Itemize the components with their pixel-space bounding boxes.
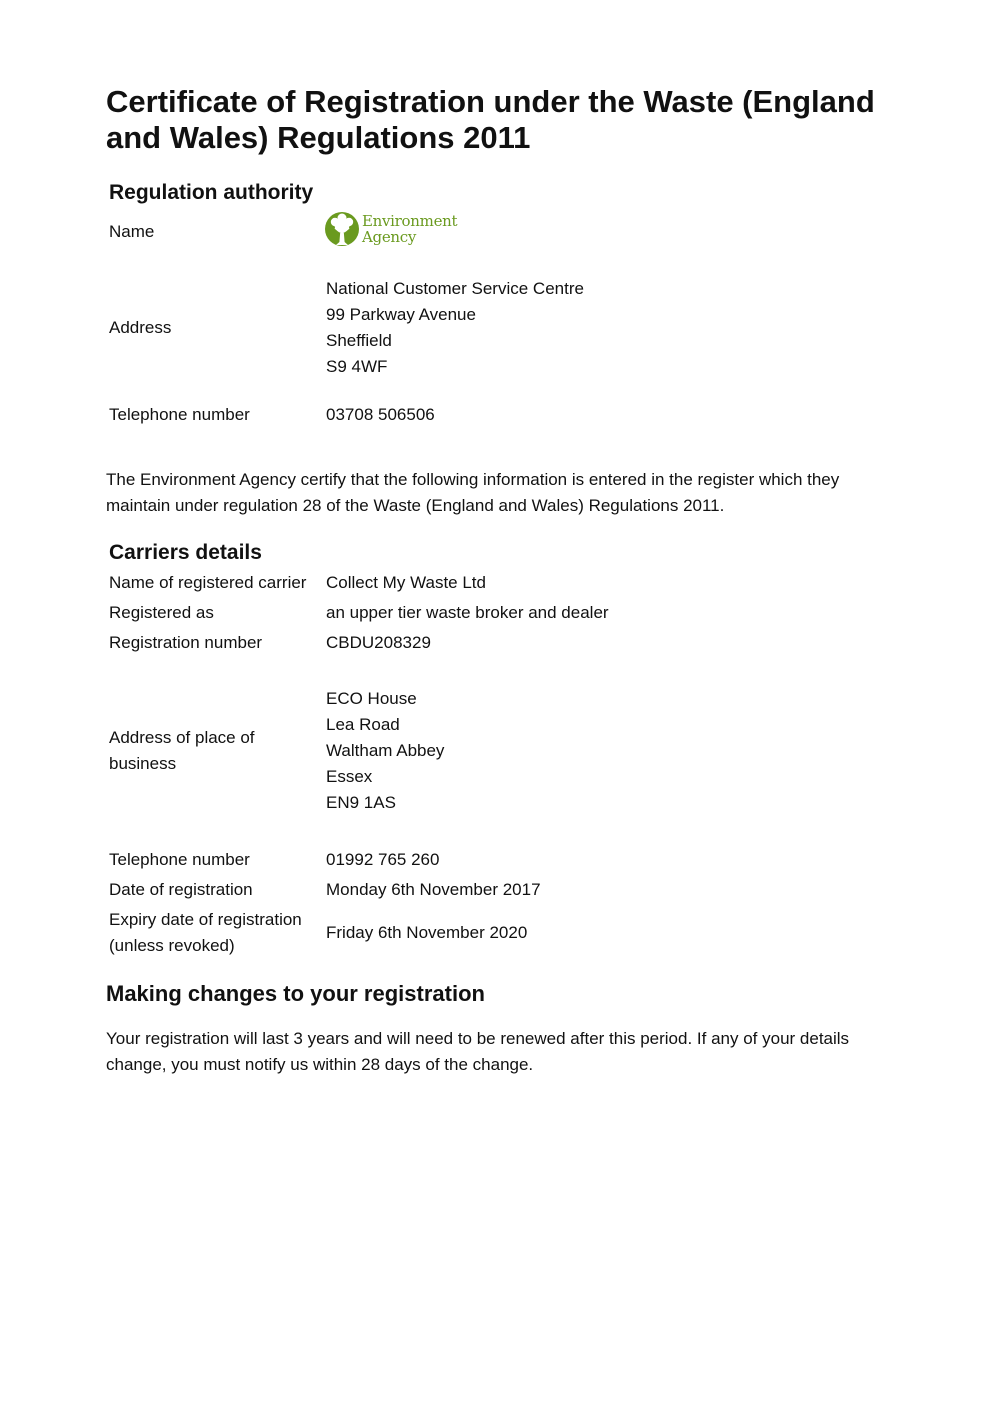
- certificate-title: Certificate of Registration under the Waste (England and Wales) Regulations 2011: [106, 84, 875, 155]
- authority-telephone-label: Telephone number: [109, 405, 250, 424]
- logo-text-agency: Agency: [362, 228, 417, 246]
- authority-telephone-value: 03708 506506: [326, 405, 435, 424]
- carrier-telephone-label: Telephone number: [109, 850, 250, 869]
- carrier-telephone-value: 01992 765 260: [326, 850, 440, 869]
- regulation-authority-heading: Regulation authority: [109, 181, 314, 204]
- registration-date-value: Monday 6th November 2017: [326, 880, 541, 899]
- carrier-name-value: Collect My Waste Ltd: [326, 573, 486, 592]
- authority-name-label: Name: [109, 222, 155, 241]
- making-changes-body: Your registration will last 3 years and will need to be renewed after this period. If any of your details change, you must notify us within 28 days of the change.: [106, 1029, 850, 1074]
- authority-address-line: 99 Parkway Avenue: [326, 305, 476, 324]
- environment-agency-logo: [324, 208, 459, 252]
- business-address-line: ECO House: [326, 689, 417, 708]
- registered-as-label: Registered as: [109, 603, 214, 622]
- registration-number-value: CBDU208329: [326, 633, 431, 652]
- authority-address-line: Sheffield: [326, 331, 392, 350]
- expiry-date-label: Expiry date of registration (unless revoked): [109, 910, 302, 955]
- business-address-label: Address of place of business: [109, 728, 255, 773]
- authority-address-label: Address: [109, 318, 172, 337]
- business-address-line: Waltham Abbey: [326, 741, 445, 760]
- expiry-date-value: Friday 6th November 2020: [326, 923, 528, 942]
- certification-statement: The Environment Agency certify that the following information is entered in the register which they maintain under regulation 28 of the Waste (England and Wales) Regulations 2011.: [106, 470, 840, 515]
- registration-date-label: Date of registration: [109, 880, 253, 899]
- business-address-line: Essex: [326, 767, 373, 786]
- registered-as-value: an upper tier waste broker and dealer: [326, 603, 609, 622]
- making-changes-heading: Making changes to your registration: [106, 981, 485, 1006]
- registration-number-label: Registration number: [109, 633, 263, 652]
- carriers-details-heading: Carriers details: [109, 541, 262, 564]
- authority-address-line: S9 4WF: [326, 357, 388, 376]
- tree-icon: [324, 208, 362, 250]
- business-address-line: EN9 1AS: [326, 793, 396, 812]
- authority-address-line: National Customer Service Centre: [326, 279, 584, 298]
- business-address-line: Lea Road: [326, 715, 400, 734]
- carrier-name-label: Name of registered carrier: [109, 573, 307, 592]
- logo-text-environment: Environment: [362, 212, 458, 230]
